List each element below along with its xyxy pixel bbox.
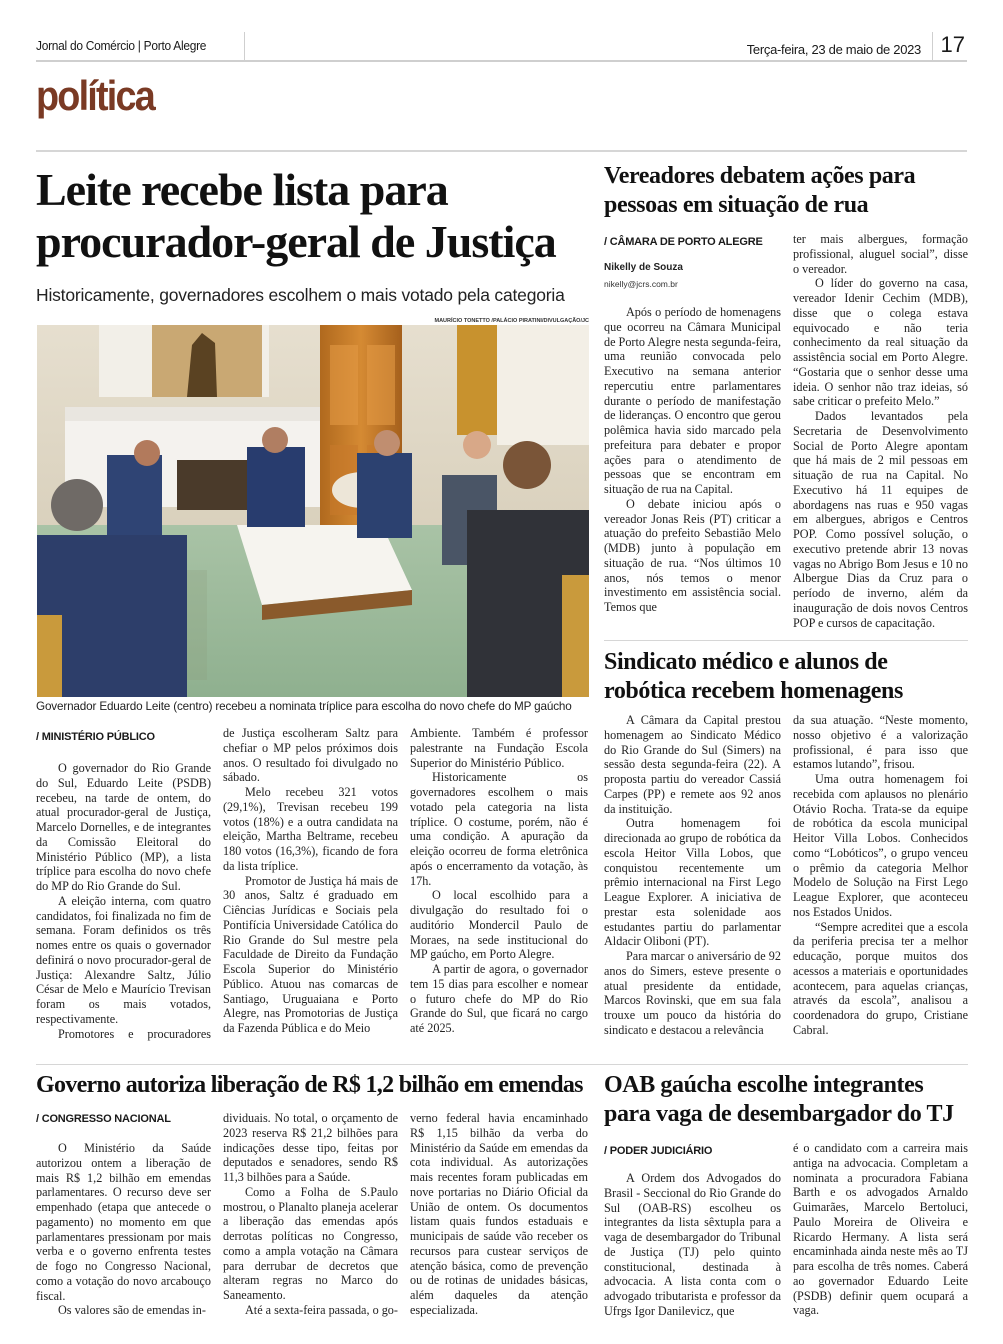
main-story-column-2	[223, 726, 398, 1036]
paragraph: Ambiente. Também é professor palestrante na Fundação Escola Superior do Ministério Público.	[410, 726, 588, 770]
meeting-photo-illustration	[37, 325, 589, 697]
paragraph: Melo recebeu 321 votos (29,1%), Trevisan recebeu 199 votos (18%) e a outra candidata na eleição, Martha Beltrame, recebeu 180 votos (16,3%), ficando de fora da lista tríplice.	[223, 785, 398, 873]
story-divider	[604, 640, 968, 641]
paragraph: Historicamente os governadores escolhem o mais votado pela categoria na lista tríplice. O costume, porém, não é uma condição. A apuração da eleição ocorreu de forma eletrônica após o encerramento da votação, às 17h.	[410, 770, 588, 888]
masthead	[36, 32, 967, 62]
paragraph: A eleição interna, com quatro candidatos, foi finalizada no fim de semana. Foram definidos os três nomes entre os quais o governador definirá o novo procurador-geral de Justiça: Alexandre Saltz, Júlio César de Melo e Maurício Trevisan foram os mais votados, respectivamente.	[36, 893, 211, 1026]
paragraph: O líder do governo na casa, vereador Idenir Cechim (MDB), disse que o colega estava equivocado e não teria conhecimento da real situação da assistência social em Porto Alegre. “Gostaria que o senhor desse uma ideia. O senhor não traz ideias, só sabe criticar o prefeito Melo.”	[793, 276, 968, 409]
main-story-column-3	[410, 726, 588, 1036]
paragraph: Promotor de Justiça há mais de 30 anos, Saltz é graduado em Ciências Jurídicas e Sociais pela Pontifícia Universidade Católica do Rio Grande do Sul mestre pela Faculdade de Direito da Fundação Escola Superior do Ministério Público. Atuou nas comarcas de Santiago, Uruguaiana e Porto Alegre, nas Promotorias de Justiça da Fazenda Pública e do Meio	[223, 873, 398, 1035]
paragraph: Após o período de homenagens que ocorreu na Câmara Municipal de Porto Alegre nesta segunda-feira, uma reunião convocada pelo Executivo na semana anterior repercutiu entre parlamentares durante o período de manifestação de lideranças. O encontro que gerou polêmica havia sido marcado pela prefeitura para debater e propor ações para o atendimento de pessoas que se encontram em situação de rua na Capital.	[604, 305, 781, 496]
vereadores-headline: Vereadores debatem ações para pessoas em situação de rua	[604, 163, 916, 218]
vereadores-column-1	[604, 305, 781, 615]
vereadores-kicker: / CÂMARA DE PORTO ALEGRE	[604, 236, 763, 248]
paragraph: O Ministério da Saúde autorizou ontem a liberação de mais R$ 1,2 bilhão em emendas parlamentares. O recurso deve ser empenhado (etapa que antecede o pagamento) no momento em que parlamentares pressionam por mais verba e o governo enfrenta testes de fogo no Congresso Nacional, como a votação do novo arcabouço fiscal.	[36, 1141, 211, 1303]
paragraph: da sua atuação. “Neste momento, nosso objetivo é a valorização profissional, é para isso que estamos lutando”, frisou.	[793, 713, 968, 772]
sindicato-column-2	[793, 713, 968, 1038]
masthead-divider	[244, 32, 245, 60]
section-divider	[36, 150, 967, 152]
emendas-column-1	[36, 1141, 211, 1318]
paragraph: Dados levantados pela Secretaria de Desenvolvimento Social de Porto Alegre apontam que há mais de 2 mil pessoas em situação de rua na Capital. No Executivo há 11 equipes de abordagens nas ruas e 950 vagas em albergues, abrigos e Centros POP. Como possível solução, o executivo pretende abrir 13 novas vagas no Abrigo Bom Jesus e 10 no Albergue Dias da Cruz para o período de inverno, além da inauguração de dois novos Centros POP e cursos de capacitação.	[793, 409, 968, 630]
story-divider	[36, 1064, 968, 1065]
main-headline: Leite recebe lista para procurador-geral de Justiça	[36, 164, 556, 267]
main-photo	[37, 325, 589, 697]
paragraph: A partir de agora, o governador tem 15 dias para escolher e nomear o futuro chefe do MP do Rio Grande do Sul, que ficará no cargo até 2025.	[410, 962, 588, 1035]
emendas-column-3	[410, 1111, 588, 1318]
paragraph: dividuais. No total, o orçamento de 2023 reserva R$ 21,2 bilhões para indicações desse tipo, feitas por deputados e senadores, sendo R$ 11,3 bilhões para a Saúde.	[223, 1111, 398, 1184]
author-name: Nikelly de Souza	[604, 262, 683, 273]
paragraph: Promotores e procuradores	[58, 1026, 211, 1041]
paragraph: A Câmara da Capital prestou homenagem ao Sindicato Médico do Rio Grande do Sul (Simers) na sessão desta segunda-feira (22). A proposta partiu do vereador Cassiá Carpes (PP) e remete aos 92 anos da instituição.	[604, 713, 781, 816]
section-title: política	[36, 72, 154, 119]
paragraph: A Ordem dos Advogados do Brasil - Seccional do Rio Grande do Sul (OAB-RS) escolheu os integrantes da lista sêxtupla para a vaga de desembargador do Tribunal de Justiça (TJ) pelo quinto constitucional, destinada à advocacia. A lista conta com o advogado tributarista e professor da Ufrgs Igor Danilevicz, que	[604, 1171, 781, 1318]
paragraph: Uma outra homenagem foi recebida com aplausos no plenário Otávio Rocha. Trata-se da equipe de robótica da escola municipal Heitor Villa Lobos. Conhecidos como “Lobóticos”, o grupo venceu o prêmio da categoria Melhor Modelo de Solução na First Lego League Explorer, que aconteceu nos Estados Unidos.	[793, 772, 968, 919]
emendas-headline: Governo autoriza liberação de R$ 1,2 bilhão em emendas	[36, 1072, 583, 1098]
paragraph: O local escolhido para a divulgação do resultado foi o auditório Mondercil Paulo de Moraes, na sede institucional do MP gaúcho, em Porto Alegre.	[410, 888, 588, 962]
paragraph: é o candidato com a carreira mais antiga na advocacia. Completam a nominata a procuradora Fabiana Barth e os advogados Arnaldo Guimarães, Marcelo Bertoluci, Paulo Moreira de Oliveira e Ricardo Hermany. A lista será encaminhada ainda neste mês ao TJ para escolha de três nomes. Caberá ao governador Eduardo Leite (PSDB) definir quem ocupará a vaga.	[793, 1141, 968, 1318]
paragraph: O governador do Rio Grande do Sul, Eduardo Leite (PSDB) recebeu, na tarde de ontem, do atual procurador-geral de Justiça, Marcelo Dornelles, e de integrantes da Comissão Eleitoral do Ministério Público (MP), a lista tríplice para escolha do novo chefe do MP do Rio Grande do Sul.	[36, 761, 211, 893]
emendas-column-2	[223, 1111, 398, 1318]
main-story-kicker: / MINISTÉRIO PÚBLICO	[36, 731, 155, 743]
oab-column-2	[793, 1141, 968, 1318]
paragraph: Como a Folha de S.Paulo mostrou, o Planalto planeja acelerar a liberação das emendas após derrotas políticas no Congresso, como a ampla votação na Câmara para derrubar de decretos que alteram regras no Marco do Saneamento.	[223, 1184, 398, 1302]
photo-caption: Governador Eduardo Leite (centro) recebeu a nominata tríplice para escolha do novo chefe do MP gaúcho	[36, 700, 572, 713]
page-number: 17	[940, 32, 965, 57]
paragraph: O debate iniciou após o vereador Jonas Reis (PT) criticar a atuação do prefeito Sebastião Melo (MDB) junto à população em situação de rua. “Nos últimos 10 anos, nós temos o menor investimento em assistência social. Temos que	[604, 496, 781, 614]
paragraph: verno federal havia encaminhado R$ 1,15 bilhão da verba do Ministério da Saúde em emendas da cota individual. As autorizações mais recentes foram publicadas em nove portarias no Diário Oficial da União de ontem. Os documentos listam quais fundos estaduais e municipais de saúde vão receber os recursos para custear serviços de atenção básica, como de prevenção ou de rotinas de unidades básicas, além daqueles da atenção especializada.	[410, 1111, 588, 1317]
paragraph: de Justiça escolheram Saltz para chefiar o MP pelos próximos dois anos. O resultado foi divulgado no sábado.	[223, 726, 398, 785]
paragraph: Para marcar o aniversário de 92 anos do Simers, esteve presente o atual presidente da entidade, Marcos Rovinski, que em sua fala trouxe um pouco da história do sindicato e destacou a relevância	[604, 949, 781, 1037]
oab-kicker: / PODER JUDICIÁRIO	[604, 1145, 713, 1157]
author-email[interactable]: nikelly@jcrs.com.br	[604, 279, 678, 289]
issue-date: Terça-feira, 23 de maio de 2023	[746, 42, 921, 57]
paragraph: “Sempre acreditei que a escola da periferia precisa ter a melhor educação, porque muitos dos acessos a materiais e oportunidades acontecem, para aquelas crianças, através da escola”, analisou a coordenadora do grupo, Cristiane Cabral.	[793, 919, 968, 1037]
paragraph: Até a sexta-feira passada, o go-	[245, 1302, 398, 1317]
main-story-column-1	[36, 761, 211, 1041]
paragraph: Outra homenagem foi direcionada ao grupo de robótica da escola Heitor Villa Lobos, que conquistou recentemente um prêmio internacional na First Lego League Explorer. A iniciativa de prestar esta solenidade aos estudantes partiu do parlamentar Aldacir Oliboni (PT).	[604, 816, 781, 949]
newspaper-name: Jornal do Comércio | Porto Alegre	[36, 38, 207, 53]
masthead-divider	[932, 32, 933, 60]
emendas-kicker: / CONGRESSO NACIONAL	[36, 1113, 171, 1125]
oab-column-1	[604, 1171, 781, 1319]
oab-headline: OAB gaúcha escolhe integrantes para vaga de desembargador do TJ	[604, 1072, 954, 1127]
sindicato-column-1	[604, 713, 781, 1038]
paragraph: Os valores são de emendas in-	[58, 1303, 206, 1318]
vereadores-column-2	[793, 232, 968, 630]
photo-credit: MAURÍCIO TONETTO /PALÁCIO PIRATINI/DIVULGAÇÃO/JC	[434, 318, 589, 324]
paragraph: ter mais albergues, formação profissional, aluguel social”, disse o vereador.	[793, 232, 968, 276]
main-subheadline: Historicamente, governadores escolhem o mais votado pela categoria	[36, 285, 565, 305]
sindicato-headline: Sindicato médico e alunos de robótica recebem homenagens	[604, 649, 903, 704]
